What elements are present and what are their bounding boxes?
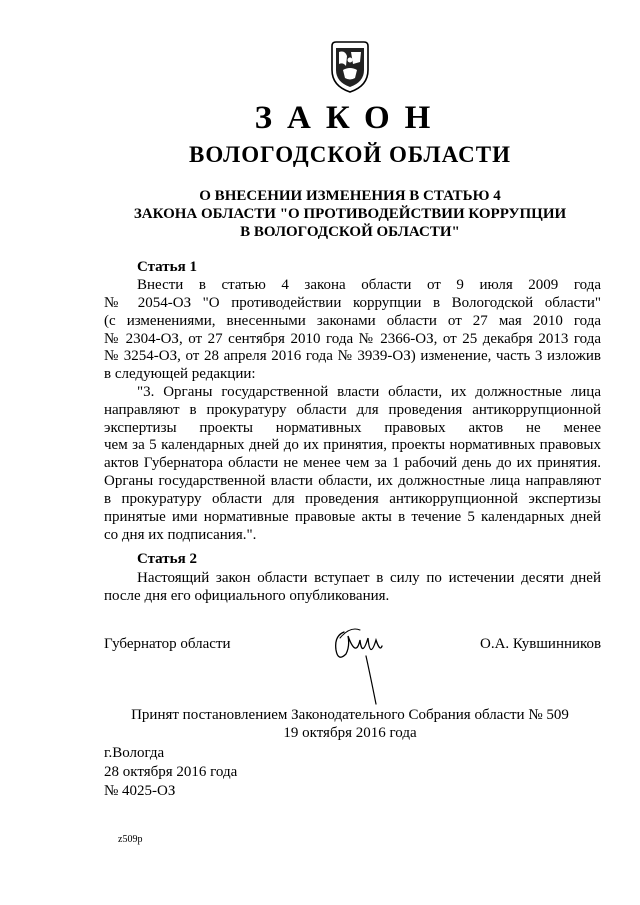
article-1-line: Внести в статью 4 закона области от 9 июля 2009 года [137,277,601,293]
signatory-name: О.А. Кувшинников [480,636,602,652]
region-title: ВОЛОГОДСКОЙ ОБЛАСТИ [189,142,511,167]
article-1-line: (с изменениями, внесенными законами области от 27 мая 2010 года [104,313,601,329]
article-1-line: № 3254-ОЗ, от 28 апреля 2016 года № 3939-ОЗ) изменение, часть 3 изложив [104,348,601,364]
article-1-heading: Статья 1 [137,259,197,275]
article-1-line: в следующей редакции: [104,366,256,382]
handwritten-signature [330,618,390,708]
article-1-quote-line: принятые ими нормативные правовые акты в течение 5 календарных дней [104,509,601,525]
signing-date: 28 октября 2016 года [104,764,238,780]
footer-code: z509p [118,834,143,845]
city: г.Вологда [104,745,165,761]
article-1-line: № 2304-ОЗ, от 27 сентября 2010 года № 2366-ОЗ, от 25 декабря 2013 года [104,331,601,347]
signatory-position: Губернатор области [104,636,231,652]
article-1-quote-line: "3. Органы государственной власти области, их должностные лица [137,384,601,400]
article-1-quote-line: в прокуратуру области для проведения антикоррупционной экспертизы [104,491,601,507]
article-1-quote-line: чем за 5 календарных дней до их принятия, проекты нормативных правовых [104,437,601,453]
article-1-quote-line: со дня их подписания.". [104,527,257,543]
document-meta [104,744,237,801]
article-1-quote-line: направляют в прокуратуру области для проведения антикоррупционной [104,402,601,418]
article-1-line: № 2054-ОЗ "О противодействии коррупции в Вологодской области" [104,295,601,311]
subtitle-line: О ВНЕСЕНИИ ИЗМЕНЕНИЯ В СТАТЬЮ 4 [199,188,501,204]
law-title: ЗАКОН [254,100,446,136]
article-1-quote-line: актов Губернатора области не менее чем за 1 рабочий день до их принятия. [104,455,601,471]
article-1-quote-line: Органы государственной власти области, их должностные лица направляют [104,473,601,489]
law-subtitle [0,187,640,241]
adoption-note [100,706,600,742]
adoption-date: 19 октября 2016 года [283,725,417,741]
law-number: № 4025-ОЗ [104,783,176,799]
article-2-line: после дня его официального опубликования. [104,588,390,604]
coat-of-arms-emblem [329,40,371,94]
article-1-quote-line: экспертизы проекты нормативных правовых актов не менее [104,420,601,436]
subtitle-line: В ВОЛОГОДСКОЙ ОБЛАСТИ" [240,224,460,240]
adoption-line: Принят постановлением Законодательного Собрания области № 509 [131,707,569,723]
article-2-heading: Статья 2 [137,551,197,567]
article-2-line: Настоящий закон области вступает в силу по истечении десяти дней [137,570,601,586]
subtitle-line: ЗАКОНА ОБЛАСТИ "О ПРОТИВОДЕЙСТВИИ КОРРУПЦИИ [133,206,567,222]
